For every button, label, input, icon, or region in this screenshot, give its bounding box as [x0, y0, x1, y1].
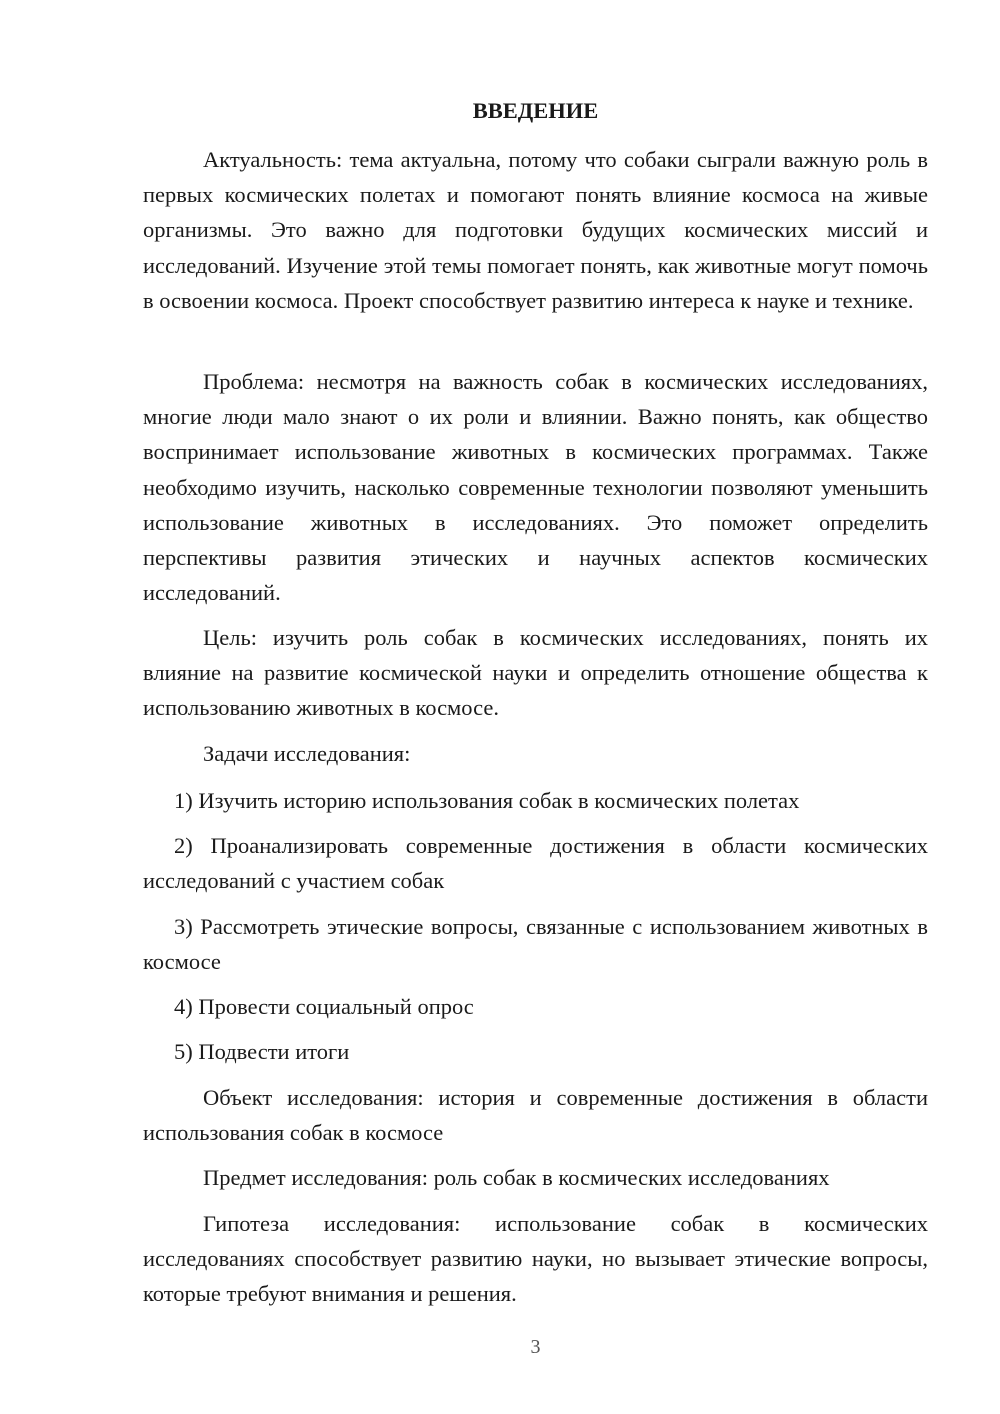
subject-paragraph: Предмет исследования: роль собак в космических исследованиях	[203, 1165, 830, 1190]
problem-paragraph: Проблема: несмотря на важность собак в космических исследованиях, многие люди мало знают о их роли и влиянии. Важно понять, как общество воспринимает использование животных в космических программах. Также необходимо изучить, насколько современные технологии позволяют уменьшить использование животных в исследованиях. Это поможет определить перспективы развития этических и научных аспектов космических исследований.	[143, 369, 928, 606]
object-paragraph: Объект исследования: история и современные достижения в области использования собак в космосе	[143, 1085, 928, 1146]
task-item-1: 1) Изучить историю использования собак в космических полетах	[174, 788, 800, 813]
task-item-2: 2) Проанализировать современные достижения в области космических исследований с участием собак	[143, 833, 928, 894]
relevance-paragraph: Актуальность: тема актуальна, потому что собаки сыграли важную роль в первых космических полетах и помогают понять влияние космоса на живые организмы. Это важно для подготовки будущих космических миссий и исследований. Изучение этой темы помогает понять, как животные могут помочь в освоении космоса. Проект способствует развитию интереса к науке и технике.	[143, 147, 928, 313]
hypothesis-paragraph: Гипотеза исследования: использование собак в космических исследованиях способствует развитию науки, но вызывает этические вопросы, которые требуют внимания и решения.	[143, 1211, 928, 1307]
section-heading: ВВЕДЕНИЕ	[472, 98, 599, 123]
task-item-3: 3) Рассмотреть этические вопросы, связанные с использованием животных в космосе	[143, 914, 928, 975]
goal-paragraph: Цель: изучить роль собак в космических исследованиях, понять их влияние на развитие космической науки и определить отношение общества к использованию животных в космосе.	[143, 625, 928, 721]
task-item-5: 5) Подвести итоги	[174, 1039, 350, 1064]
document-page	[143, 0, 928, 1414]
task-item-4: 4) Провести социальный опрос	[174, 994, 474, 1019]
page-number: 3	[530, 1336, 541, 1358]
tasks-title: Задачи исследования:	[203, 741, 411, 766]
